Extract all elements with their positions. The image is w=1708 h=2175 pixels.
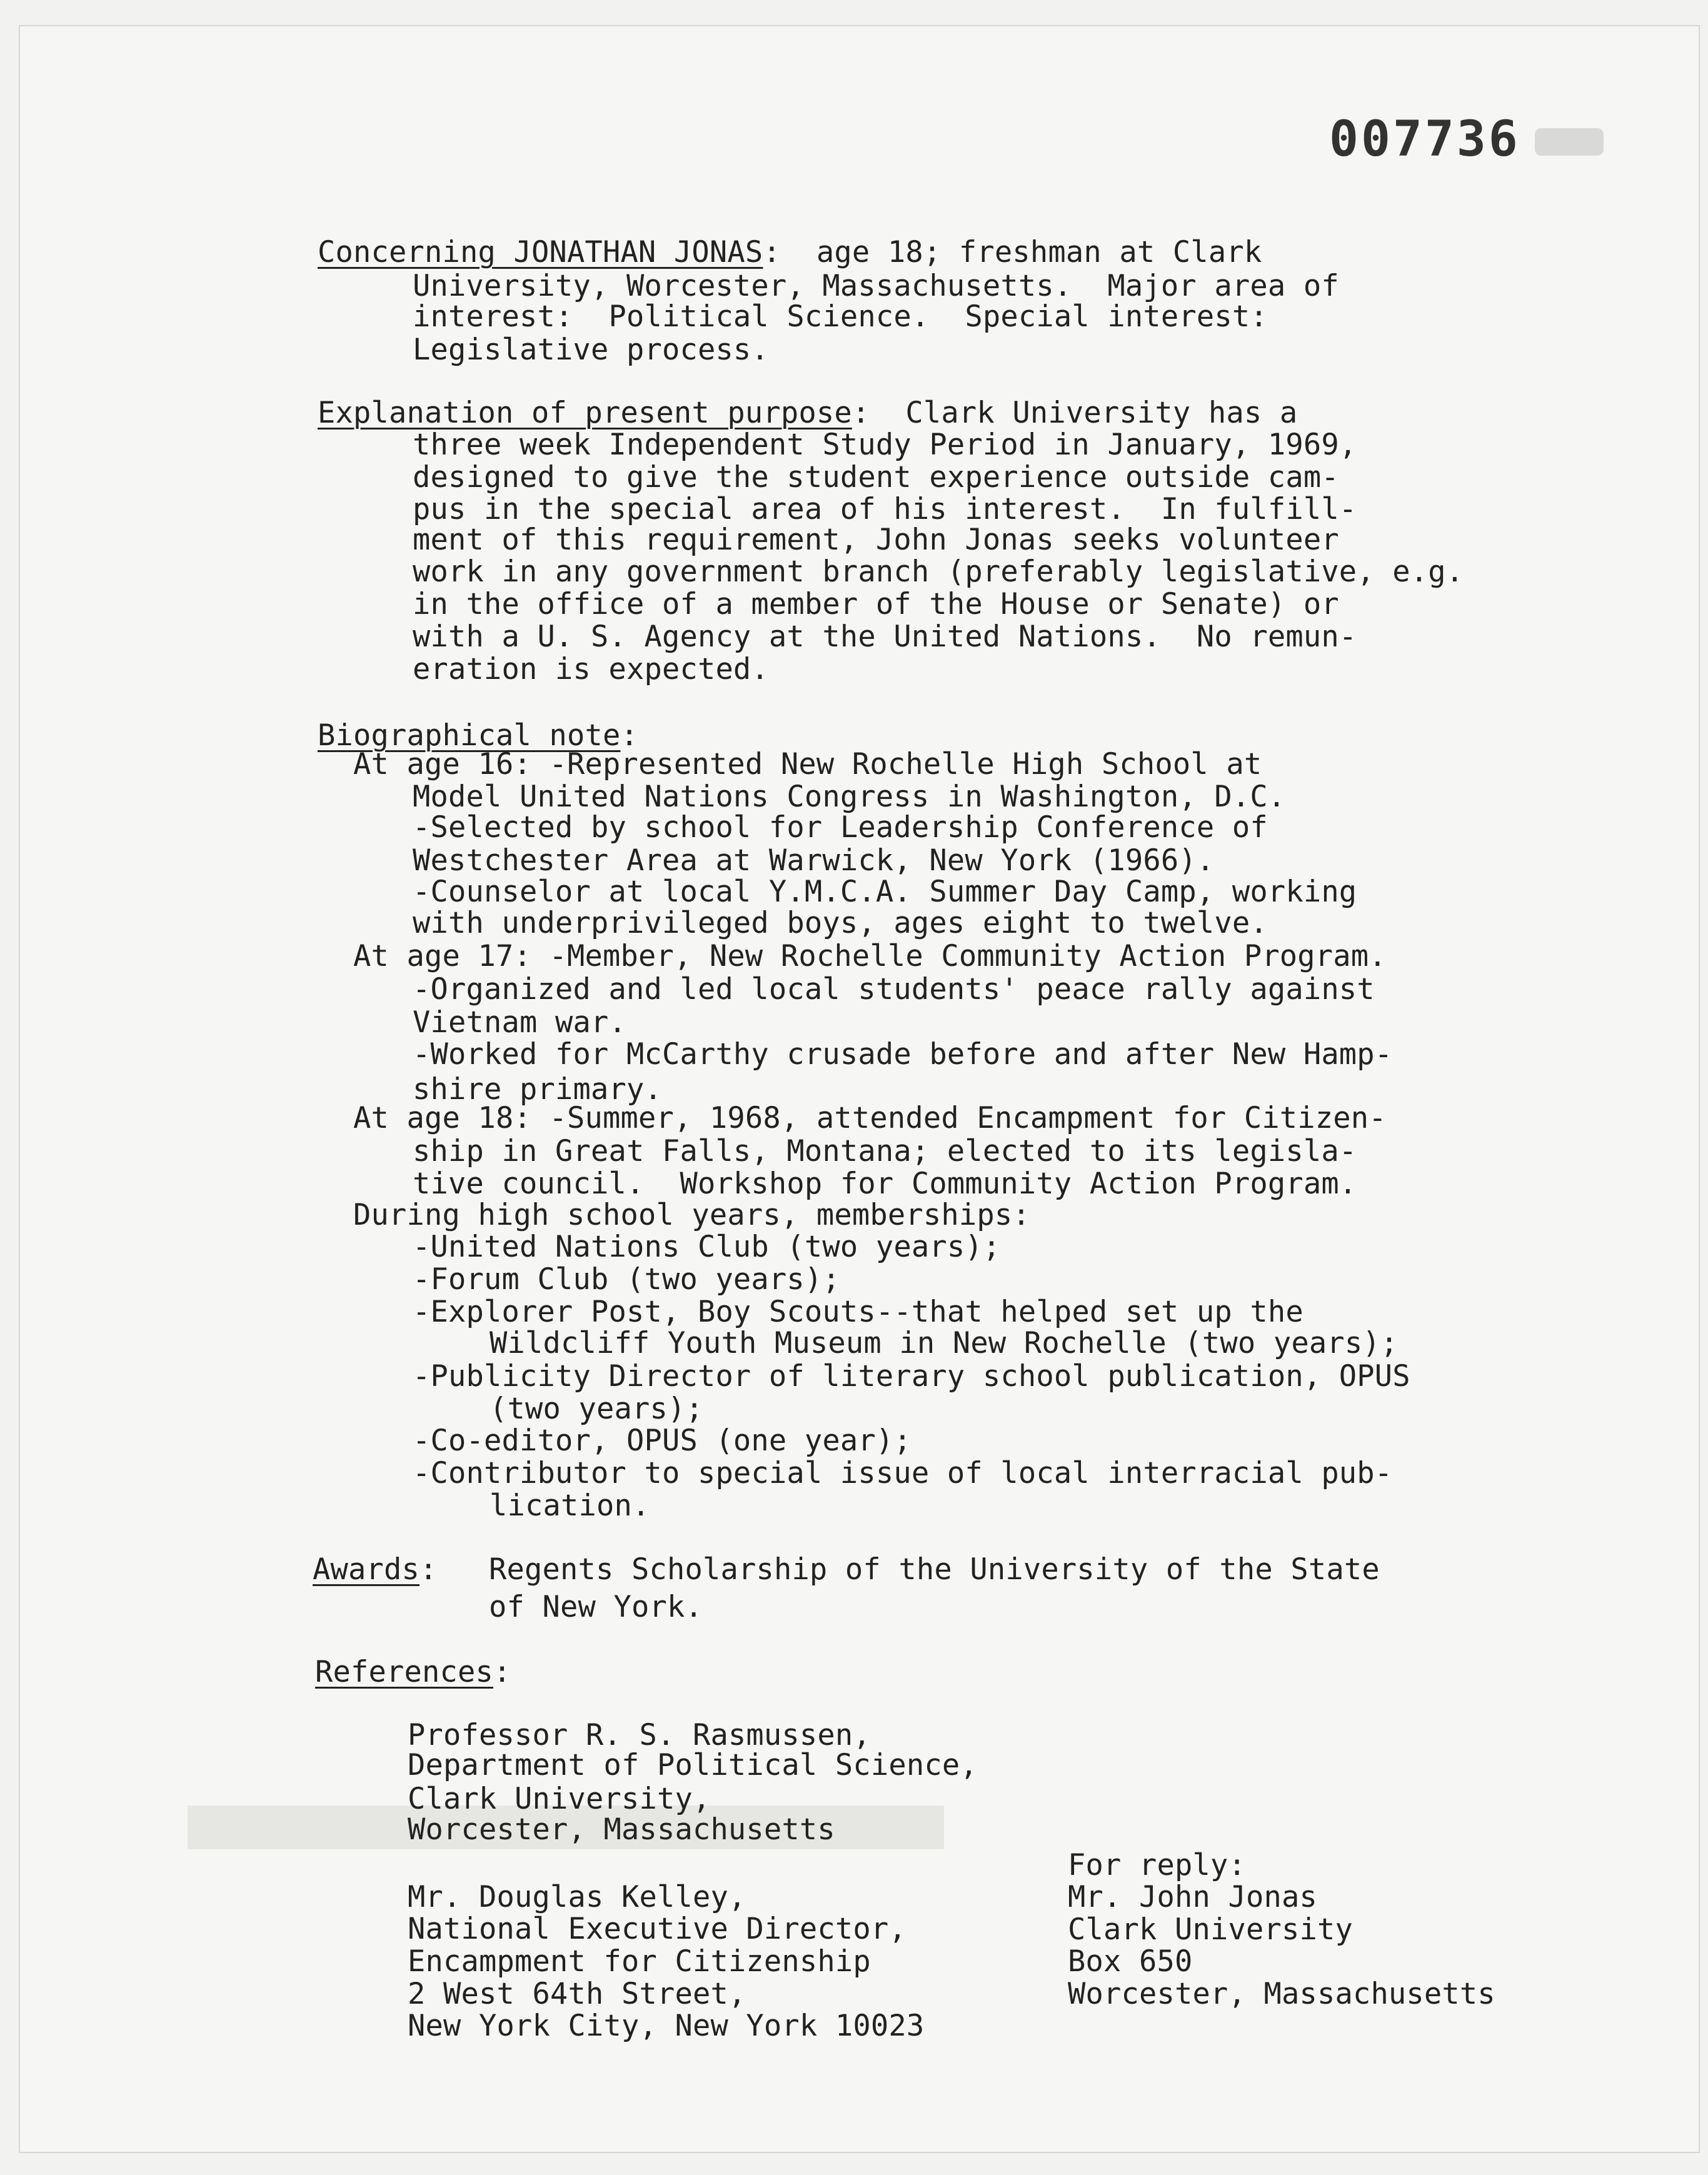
biography-line: -Selected by school for Leadership Conference of bbox=[413, 810, 1268, 845]
reply-line: Clark University bbox=[1068, 1912, 1353, 1947]
reference-2-line: National Executive Director, bbox=[408, 1912, 907, 1946]
awards-line: of New York. bbox=[489, 1590, 703, 1624]
explanation-line: in the office of a member of the House or Senate) or bbox=[413, 587, 1339, 621]
references-heading-line bbox=[315, 1655, 511, 1689]
concerning-line: Legislative process. bbox=[413, 333, 769, 367]
biography-line: Model United Nations Congress in Washington, D.C. bbox=[413, 780, 1286, 814]
biography-line: -Forum Club (two years); bbox=[413, 1262, 840, 1297]
biography-line: tive council. Workshop for Community Action Program. bbox=[413, 1167, 1357, 1201]
concerning-line: interest: Political Science. Special interest: bbox=[413, 299, 1268, 334]
biography-line: During high school years, memberships: bbox=[353, 1198, 1030, 1232]
biography-line: shire primary. bbox=[413, 1072, 662, 1107]
biography-line: ship in Great Falls, Montana; elected to its legisla- bbox=[413, 1134, 1357, 1168]
concerning-text: : age 18; freshman at Clark bbox=[763, 235, 1262, 269]
explanation-label: Explanation of present purpose bbox=[318, 396, 852, 430]
reference-2-line: Encampment for Citizenship bbox=[408, 1944, 871, 1979]
explanation-line: eration is expected. bbox=[413, 652, 769, 686]
biography-line: -Counselor at local Y.M.C.A. Summer Day Camp, working bbox=[413, 875, 1357, 909]
stamp-smudge bbox=[1535, 128, 1604, 156]
biography-line: Westchester Area at Warwick, New York (1966). bbox=[413, 843, 1215, 878]
explanation-heading-line bbox=[318, 396, 1297, 430]
biography-line: -Organized and led local students' peace rally against bbox=[413, 972, 1375, 1007]
explanation-line: pus in the special area of his interest. In fulfill- bbox=[413, 492, 1357, 526]
explanation-line: ment of this requirement, John Jonas seeks volunteer bbox=[413, 523, 1339, 557]
awards-colon: : bbox=[419, 1552, 438, 1587]
explanation-line: designed to give the student experience outside cam- bbox=[413, 460, 1339, 495]
reply-line: Mr. John Jonas bbox=[1068, 1880, 1317, 1914]
reference-2-line: 2 West 64th Street, bbox=[408, 1977, 746, 2011]
biography-line: -Publicity Director of literary school publication, OPUS bbox=[413, 1359, 1410, 1394]
reference-1-line: Clark University, bbox=[408, 1782, 711, 1816]
biography-line: with underprivileged boys, ages eight to twelve. bbox=[413, 906, 1268, 940]
reference-2-line: New York City, New York 10023 bbox=[408, 2009, 925, 2043]
document-number-stamp: 007736 bbox=[1329, 111, 1520, 168]
explanation-text: : Clark University has a bbox=[851, 396, 1298, 430]
reference-2-line: Mr. Douglas Kelley, bbox=[408, 1880, 746, 1914]
biography-colon: : bbox=[620, 718, 638, 753]
biography-line: At age 17: -Member, New Rochelle Community Action Program. bbox=[353, 939, 1387, 973]
biography-line: Wildcliff Youth Museum in New Rochelle (two years); bbox=[490, 1326, 1399, 1360]
reference-1-line: Worcester, Massachusetts bbox=[408, 1812, 835, 1847]
concerning-heading-line bbox=[318, 236, 1262, 269]
awards-line: Regents Scholarship of the University of the State bbox=[489, 1552, 1380, 1587]
concerning-label: Concerning JONATHAN JONAS bbox=[318, 235, 763, 269]
biography-line: -Co-editor, OPUS (one year); bbox=[413, 1424, 912, 1458]
concerning-line: University, Worcester, Massachusetts. Major area of bbox=[413, 269, 1339, 303]
reference-1-line: Department of Political Science, bbox=[408, 1748, 978, 1782]
biography-line: -Explorer Post, Boy Scouts--that helped set up the bbox=[413, 1295, 1304, 1329]
references-colon: : bbox=[493, 1655, 511, 1689]
awards-label: Awards bbox=[313, 1552, 419, 1587]
biography-line: -Contributor to special issue of local interracial pub- bbox=[413, 1456, 1393, 1490]
reply-line: Worcester, Massachusetts bbox=[1068, 1977, 1495, 2011]
biography-line: -Worked for McCarthy crusade before and after New Hamp- bbox=[413, 1037, 1393, 1072]
biography-line: At age 16: -Represented New Rochelle High School at bbox=[353, 747, 1262, 781]
biography-label: Biographical note bbox=[318, 718, 621, 753]
awards-heading-line bbox=[313, 1553, 437, 1587]
reply-line: Box 650 bbox=[1068, 1944, 1193, 1979]
reply-line: For reply: bbox=[1068, 1848, 1246, 1882]
biography-line: -United Nations Club (two years); bbox=[413, 1230, 1001, 1264]
explanation-line: three week Independent Study Period in January, 1969, bbox=[413, 428, 1357, 462]
biography-line: At age 18: -Summer, 1968, attended Encampment for Citizen- bbox=[353, 1101, 1387, 1135]
references-label: References bbox=[315, 1655, 493, 1689]
explanation-line: with a U. S. Agency at the United Nations. No remun- bbox=[413, 620, 1357, 654]
explanation-line: work in any government branch (preferably legislative, e.g. bbox=[413, 555, 1464, 589]
biography-line: (two years); bbox=[490, 1392, 703, 1426]
reference-1-line: Professor R. S. Rasmussen, bbox=[408, 1718, 871, 1752]
biography-line: lication. bbox=[490, 1489, 650, 1523]
biography-line: Vietnam war. bbox=[413, 1005, 626, 1040]
